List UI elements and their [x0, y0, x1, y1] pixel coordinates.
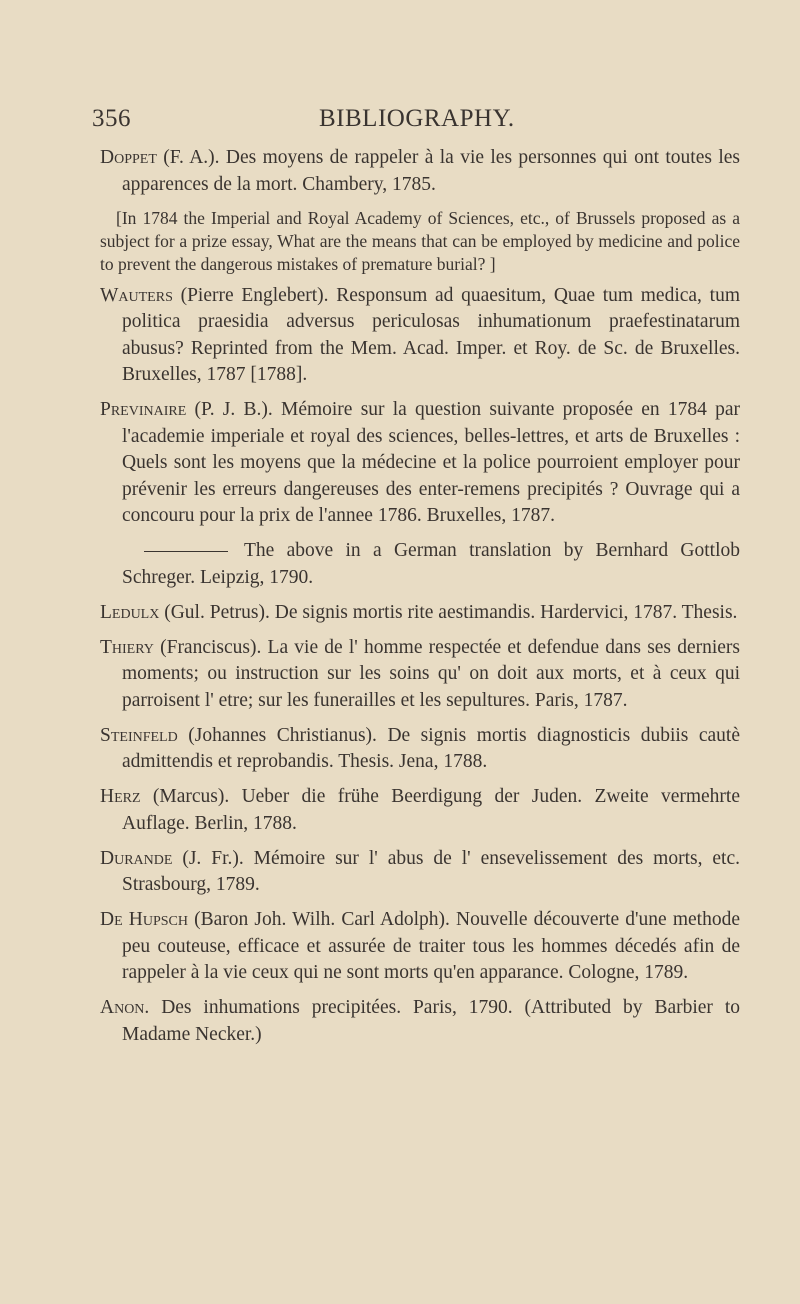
entry-text: De signis mortis diagnosticis dubiis cautè admittendis et reprobandis. Thesis. Jena, 1788. [122, 724, 740, 772]
bibliography-entry [100, 145, 740, 198]
running-title: BIBLIOGRAPHY. [319, 105, 515, 132]
entry-text: Des inhumations precipitées. Paris, 1790. (Attributed by Barbier to Madame Necker.) [122, 997, 740, 1045]
entry-author-details: (Johannes Christianus). [177, 724, 377, 746]
entry-text: La vie de l' homme respectée et defendue dans ses derniers moments; ou instruction sur les soins qu' on doit aux morts, et à ceux qui parroisent l' etre; sur les funerailles et les sepultures. Paris, 1787. [122, 636, 741, 711]
entry-author-details: (J. Fr.). [172, 847, 244, 869]
entry-author-details: (Marcus). [140, 786, 230, 807]
entry-text: Des moyens de rappeler à la vie les personnes qui ont toutes les apparences de la mort. Chambery, 1785. [122, 147, 741, 195]
entry-text: Ueber die frühe Beerdigung der Juden. Zweite vermehrte Auflage. Berlin, 1788. [122, 786, 740, 834]
entry-author-details: (Gul. Petrus). [159, 601, 270, 623]
entry-author: De Hupsch [100, 909, 188, 930]
entry-author-details: (F. A.). [156, 147, 220, 168]
entry-author: Previnaire [100, 399, 187, 420]
continuation-text: The above in a German translation by Bernhard Gottlob Schreger. Leipzig, 1790. [122, 540, 740, 588]
entry-text: Mémoire sur la question suivante proposée en 1784 par l'academie imperiale et royal des sciences, belles-lettres, et arts de Bruxelles : Quels sont les moyens que la médecine et la police pourroient employer pour prévenir les erreurs dangereuses des enter-remens precipités ? Ouvrage qui a concouru pour la prix de l'annee 1786. Bruxelles, 1787. [122, 399, 740, 526]
bibliography-entry [100, 784, 740, 837]
entry-author: Steinfeld [100, 724, 178, 746]
entry-author: Thiery [100, 636, 154, 658]
bibliography-entries [100, 145, 740, 1057]
bibliography-entry [100, 635, 740, 715]
entry-text: Mémoire sur l' abus de l' ensevelissement des morts, etc. Strasbourg, 1789. [122, 847, 740, 895]
bibliography-entry [100, 846, 740, 899]
page-number: 356 [92, 105, 131, 132]
entry-text: Nouvelle découverte d'une methode peu couteuse, efficace et assurée de traiter tous les hommes décedés afin de rappeler à la vie ceux qui ne sont morts qu'en apparance. Cologne, 1789. [122, 909, 740, 983]
entry-author: Durande [100, 847, 173, 869]
entry-author: Doppet [100, 147, 157, 168]
entry-author: Herz [100, 786, 141, 807]
bibliography-entry [100, 723, 740, 776]
entry-author-details: (Franciscus). [153, 636, 262, 658]
entry-author: Anon. [100, 997, 150, 1018]
bibliography-entry [100, 283, 740, 389]
entry-text: De signis mortis rite aestimandis. Hardervici, 1787. Thesis. [269, 601, 738, 623]
entry-author: Ledulx [100, 601, 160, 623]
entry-author: Wauters [100, 284, 173, 306]
bibliography-continuation [100, 538, 740, 591]
bibliography-note: [In 1784 the Imperial and Royal Academy of Sciences, etc., of Brussels proposed as a subject for a prize essay, What are the means that can be employed by medicine and police to prevent the dangerous mistakes of premature burial? ] [100, 207, 740, 274]
bibliography-entry [100, 600, 740, 627]
entry-author-details: (P. J. B.). [186, 399, 273, 420]
bibliography-entry [100, 995, 740, 1048]
entry-author-details: (Baron Joh. Wilh. Carl Adolph). [187, 909, 450, 930]
ditto-rule [144, 551, 228, 552]
entry-author-details: (Pierre Englebert). [172, 284, 329, 306]
entry-text: Responsum ad quaesitum, Quae tum medica, tum politica praesidia adversus periculosas inhumationum praefestinatarum abusus? Reprinted from the Mem. Acad. Imper. et Roy. de Sc. de Bruxelles. Bruxelles, 1787 [1788]. [122, 284, 740, 385]
bibliography-entry [100, 397, 740, 530]
bibliography-entry [100, 907, 740, 987]
